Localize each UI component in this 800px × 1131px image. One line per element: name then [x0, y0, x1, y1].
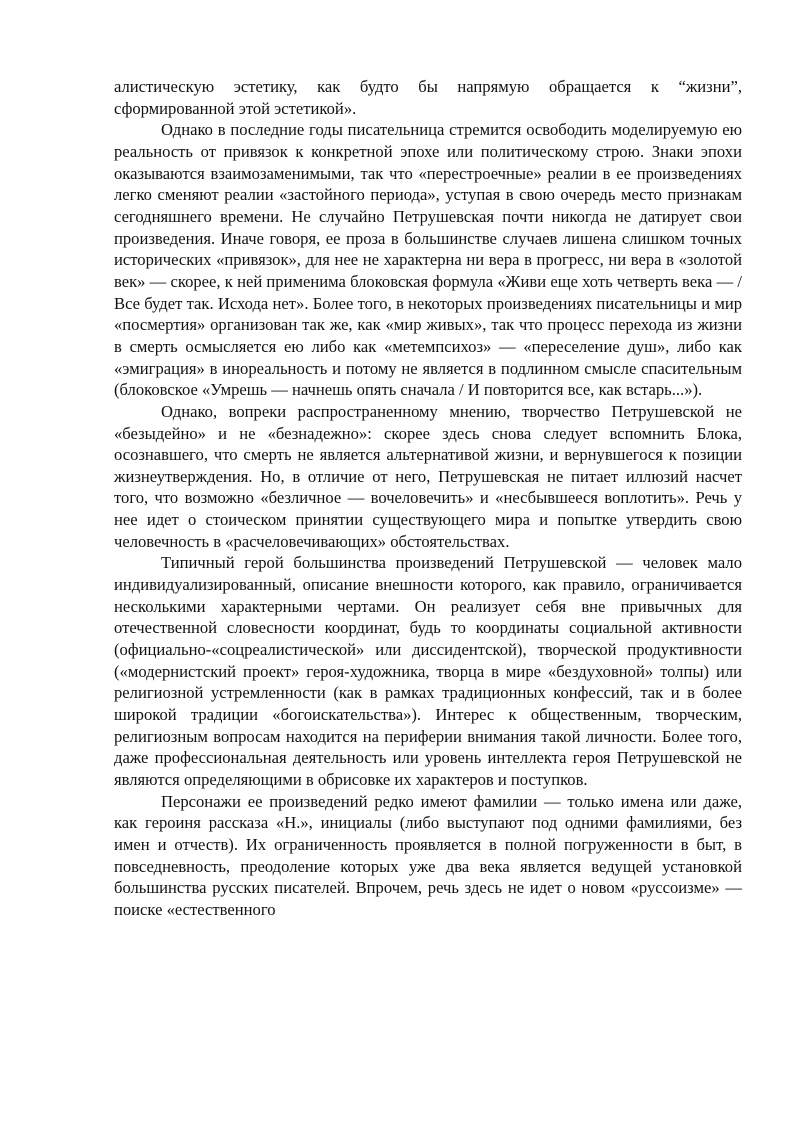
paragraph-1: алистическую эстетику, как будто бы напрямую обращается к “жизни”, сформированной этой эстетикой». [114, 77, 742, 118]
paragraph-2: Однако в последние годы писательница стремится освободить моделируемую ею реальность от привязок к конкретной эпохе или политическому строю. Знаки эпохи оказываются взаимозаменимыми, так что «перестроечные» реалии в ее произведениях легко сменяют реалии «застойного периода», уступая в свою очередь место признакам сегодняшнего времени. Не случайно Петрушевская почти никогда не датирует свои произведения. Иначе говоря, ее проза в большинстве случаев лишена слишком точных исторических «привязок», для нее не характерна ни вера в прогресс, ни вера в «золотой век» — скорее, к ней применима блоковская формула «Живи еще хоть четверть века — / Все будет так. Исхода нет». Более того, в некоторых произведениях писательницы и мир «посмертия» организован так же, как «мир живых», так что процесс перехода из жизни в смерть осмысляется ею либо как «метемпсихоз» — «переселение душ», либо как «эмиграция» в инореальность и потому не является в подлинном смысле спасительным (блоковское «Умрешь — начнешь опять сначала / И повторится все, как встарь...»). [114, 120, 742, 400]
paragraph-3: Однако, вопреки распространенному мнению, творчество Петрушевской не «безыдейно» и не «безнадежно»: скорее здесь снова следует вспомнить Блока, осознавшего, что смерть не является альтернативой жизни, и вернувшегося к позиции жизнеутверждения. Но, в отличие от него, Петрушевская не питает иллюзий насчет того, что возможно «безличное — вочеловечить» и «несбывшееся воплотить». Речь у нее идет о стоическом принятии существующего мира и попытке утвердить свою человечность в «расчеловечивающих» обстоятельствах. [114, 401, 742, 551]
paragraph-4: Типичный герой большинства произведений Петрушевской — человек мало индивидуализированный, описание внешности которого, как правило, ограничивается несколькими характерными чертами. Он реализует себя вне привычных для отечественной словесности координат, будь то координаты социальной активности (официально-«соцреалистической» или диссидентской), творческой продуктивности («модернистский проект» героя-художника, творца в мире «бездуховной» толпы) или религиозной устремленности (как в рамках традиционных конфессий, так и в более широкой традиции «богоискательства»). Интерес к общественным, творческим, религиозным вопросам находится на периферии внимания такой личности. Более того, даже профессиональная деятельность или уровень интеллекта героя Петрушевской не являются определяющими в обрисовке их характеров и поступков. [114, 553, 742, 789]
document-page [114, 76, 742, 921]
paragraph-5: Персонажи ее произведений редко имеют фамилии — только имена или даже, как героиня рассказа «Н.», инициалы (либо выступают под одними фамилиями, без имен и отчеств). Их ограниченность проявляется в полной погруженности в быт, в повседневность, преодоление которых уже два века является ведущей установкой большинства русских писателей. Впрочем, речь здесь не идет о новом «руссоизме» — поиске «естественного [114, 791, 742, 919]
